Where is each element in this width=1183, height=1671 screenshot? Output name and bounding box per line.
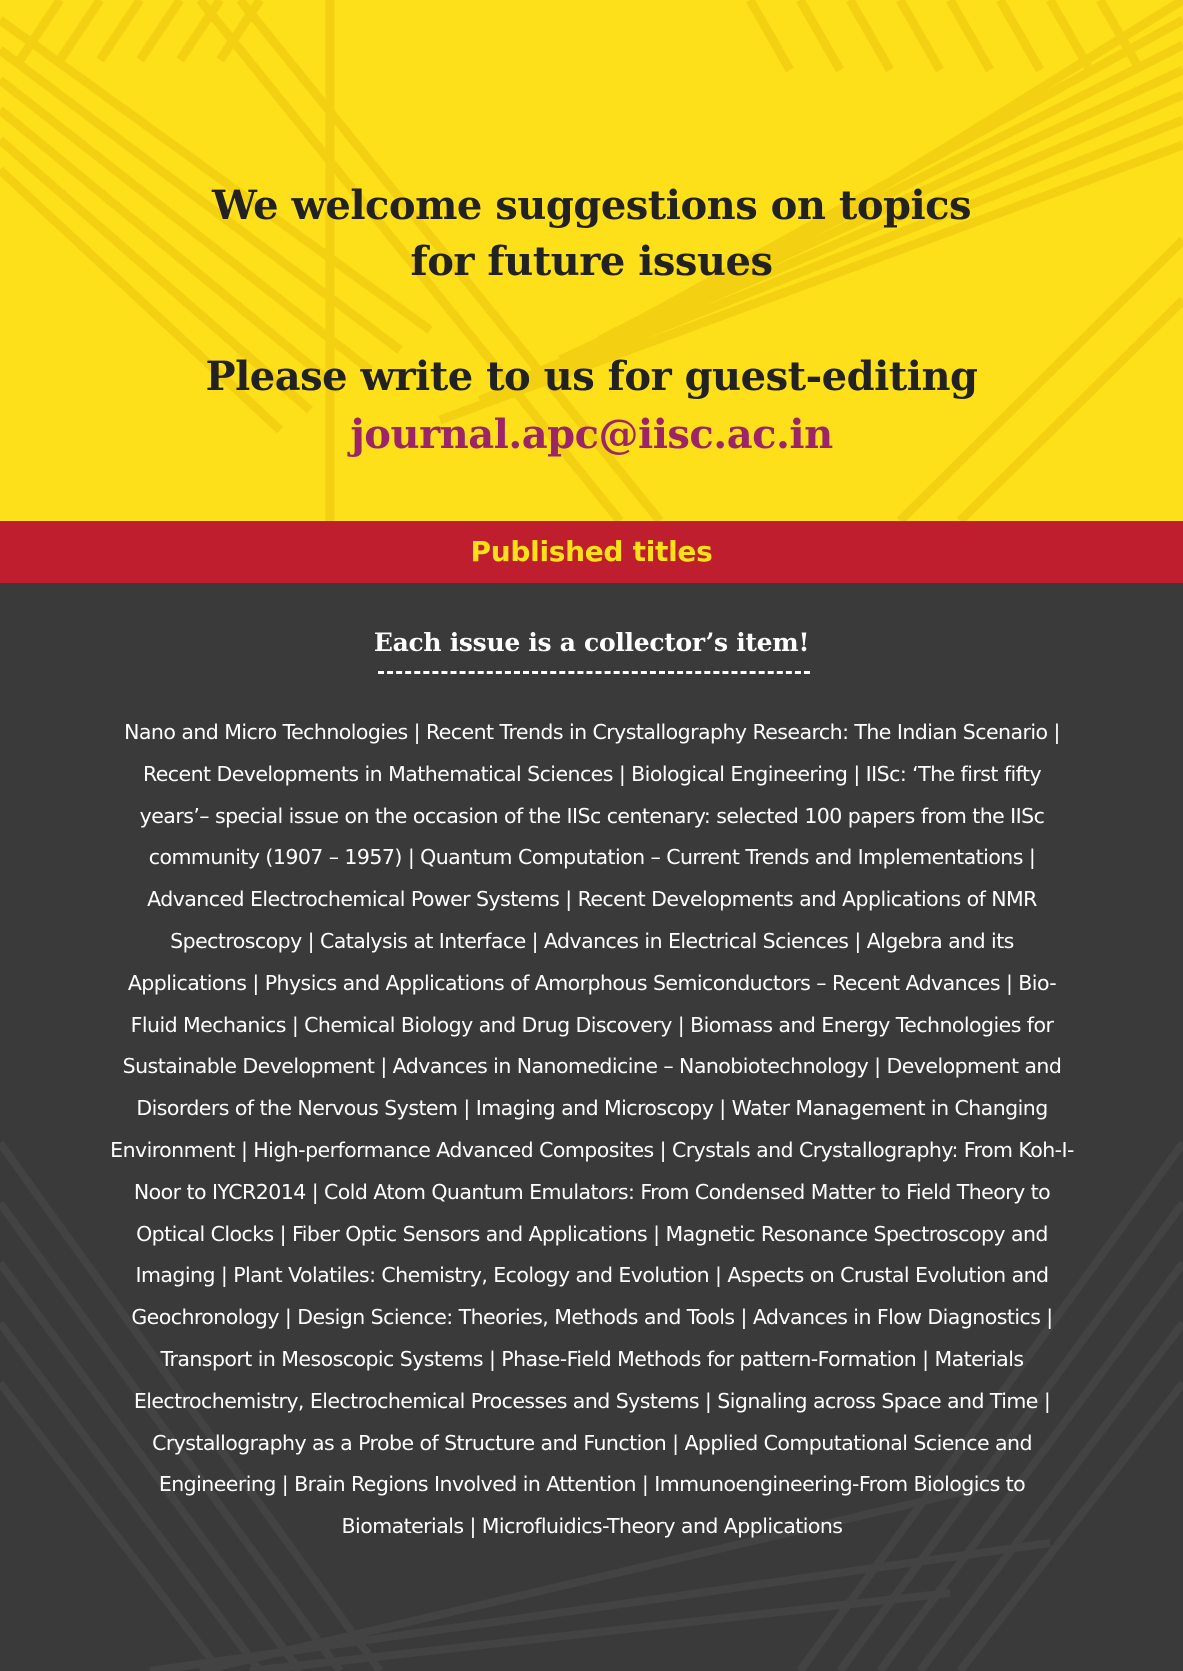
contact-email-link[interactable]: journal.apc@iisc.ac.in <box>350 411 833 458</box>
published-titles-list: Nano and Micro Technologies | Recent Trends in Crystallography Research: The Indian Scenario | Recent Developments in Mathematical Sciences | Biological Engineering | IISc: ‘The first fifty years’– special issue on the occasion of the IISc centenary: selected 100 papers from the IISc community (1907 – 1957) | Quantum Computation – Current Trends and Implementations | Advanced Electrochemical Power Systems | Recent Developments and Applications of NMR Spectroscopy | Catalysis at Interface | Advances in Electrical Sciences | Algebra and its Applications | Physics and Applications of Amorphous Semiconductors – Recent Advances | Bio-Fluid Mechanics | Chemical Biology and Drug Discovery | Biomass and Energy Technologies for Sustainable Development | Advances in Nanomedicine – Nanobiotechnology | Development and Disorders of the Nervous System | Imaging and Microscopy | Water Management in Changing Environment | High-performance Advanced Composites | Crystals and Crystallography: From Koh-I-Noor to IYCR2014 | Cold Atom Quantum Emulators: From Condensed Matter to Field Theory to Optical Clocks | Fiber Optic Sensors and Applications | Magnetic Resonance Spectroscopy and Imaging | Plant Volatiles: Chemistry, Ecology and Evolution | Aspects on Crustal Evolution and Geochronology | Design Science: Theories, Methods and Tools | Advances in Flow Diagnostics | Transport in Mesoscopic Systems | Phase-Field Methods for pattern-Formation | Materials Electrochemistry, Electrochemical Processes and Systems | Signaling across Space and Time | Crystallography as a Probe of Structure and Function | Applied Computational Science and Engineering | Brain Regions Involved in Attention | Immunoengineering-From Biologics to Biomaterials | Microfluidics-Theory and Applications <box>110 720 1074 1539</box>
published-titles-band <box>0 521 1183 583</box>
suggestions-heading-line1: We welcome suggestions on topics <box>211 182 972 229</box>
collector-tagline: Each issue is a collector’s item! <box>373 628 810 657</box>
published-titles-heading: Published titles <box>470 535 713 568</box>
guest-editing-heading: Please write to us for guest-editing <box>205 353 978 400</box>
dashed-divider <box>378 671 810 674</box>
suggestions-heading-line2: for future issues <box>410 238 773 285</box>
published-titles-section <box>0 583 1183 1671</box>
suggestions-section <box>0 0 1183 521</box>
